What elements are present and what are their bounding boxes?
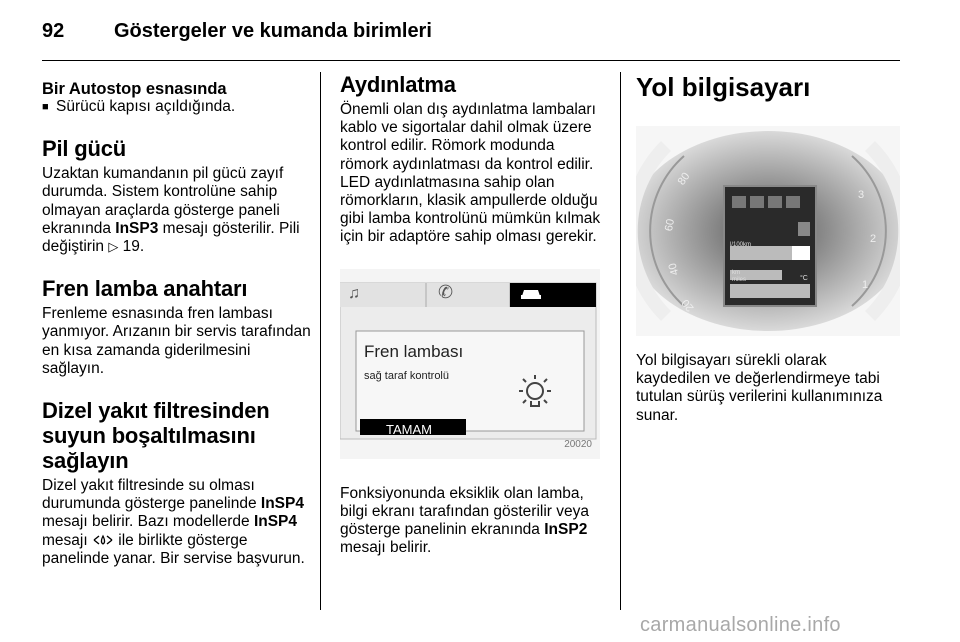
header-rule <box>42 60 900 61</box>
unit-km: km <box>732 270 740 276</box>
dizel-code-2: InSP4 <box>253 513 298 531</box>
instrument-cluster-figure <box>636 126 900 336</box>
unit-miles: miles <box>732 277 747 283</box>
column-2 <box>340 72 602 557</box>
phone-icon[interactable]: ✆ <box>438 281 454 302</box>
caption-text-1: Fonksiyonunda eksiklik olan lamba, bilgi ekranı tarafından gösterilir veya gösterge panelinin ekranında <box>340 484 589 539</box>
yol-bilgisayari-text: Yol bilgisayarı sürekli olarak kaydedilen ve değerlendirmeye tabi tutulan sürüş verilerini kullanımınıza sunar. <box>636 352 883 424</box>
car-icon[interactable] <box>520 286 540 298</box>
figure-subtitle: sağ taraf kontrolü <box>364 369 449 382</box>
watermark: carmanualsonline.info <box>640 614 841 636</box>
dizel-heading-2: suyun boşaltılmasını <box>42 423 256 449</box>
tacho-label-1: 1 <box>862 279 869 291</box>
pil-ref[interactable]: 19. <box>122 238 145 256</box>
page-title: Göstergeler ve kumanda birimleri <box>114 20 432 42</box>
speedo-label-60: 60 <box>663 218 677 233</box>
fren-text: Frenleme esnasında fren lambası yanmıyor. Arızanın bir servis tarafından en kısa zamanda giderilmesini sağlayın. <box>42 305 311 377</box>
music-note-icon[interactable]: ♫ <box>348 284 360 302</box>
aydinlatma-heading: Aydınlatma <box>340 72 456 97</box>
dizel-text-1: Dizel yakıt filtresinde su olması durumunda gösterge panelinde <box>42 477 257 513</box>
unit-celsius: °C <box>800 275 808 282</box>
speedo-label-40: 40 <box>666 261 682 277</box>
autostop-heading: Bir Autostop esnasında <box>42 80 227 98</box>
info-display-figure <box>340 269 600 459</box>
figure-caption <box>340 485 602 558</box>
column-divider-2 <box>620 72 621 610</box>
column-3 <box>636 72 900 425</box>
caption-code: InSP2 <box>544 521 588 539</box>
column-1 <box>42 72 312 568</box>
figure-number: 20020 <box>564 439 592 451</box>
aydinlatma-text: Önemli olan dış aydınlatma lambaları kablo ve sigortalar dahil olmak üzere kontrol edilir. Römork modunda römork aydınlatması da kontrol edilir. LED aydınlatmasına sahip olan römorkların, klasik ampullerde olduğu gibi lamba kontrolünü mümkün kılmak için bir adaptöre sahip olması gerekir. <box>340 101 601 246</box>
tacho-label-2: 2 <box>870 233 877 245</box>
autostop-bullet-text: Sürücü kapısı açıldığında. <box>56 98 236 115</box>
tamam-button[interactable]: TAMAM <box>386 421 432 437</box>
pil-text-2: mesajı gösterilir. Pili değiştirin <box>42 219 300 256</box>
pil-paragraph <box>42 165 312 256</box>
dizel-heading-3: sağlayın <box>42 448 129 474</box>
speedo-label-80: 80 <box>675 170 693 188</box>
dizel-text-4: ile birlikte gösterge panelinde yanar. Bir servise başvurun. <box>42 531 305 567</box>
info-display-screen <box>340 269 600 459</box>
dizel-code-1: InSP4 <box>260 495 304 513</box>
autostop-bullet <box>42 98 312 116</box>
dizel-paragraph <box>42 477 312 568</box>
column-divider-1 <box>320 72 321 610</box>
pil-code: InSP3 <box>115 219 159 237</box>
caption-text-2: mesajı belirir. <box>340 539 432 557</box>
pil-text-1: Uzaktan kumandanın pil gücü zayıf durumda. Sistem kontrolüne sahip olmayan araçlarda gösterge paneli ekranında <box>42 165 284 237</box>
page-number: 92 <box>42 20 65 42</box>
water-in-fuel-icon <box>92 534 114 546</box>
figure-title: Fren lambası <box>364 341 464 361</box>
yol-bilgisayari-heading: Yol bilgisayarı <box>636 72 811 102</box>
bullet-square-icon: ■ <box>42 101 49 113</box>
page-header <box>42 14 902 48</box>
fren-heading: Fren lamba anahtarı <box>42 276 248 302</box>
tacho-label-3: 3 <box>858 189 865 201</box>
dizel-text-2: mesajı belirir. Bazı modellerde <box>42 513 250 531</box>
dizel-text-3: mesajı <box>42 531 88 549</box>
speedo-label-20: 20 <box>679 296 697 314</box>
pil-heading: Pil gücü <box>42 136 126 162</box>
dizel-heading-1: Dizel yakıt filtresinden <box>42 398 270 424</box>
unit-l100km: l/100km <box>730 242 752 248</box>
page-ref-arrow-icon: ▷ <box>108 239 119 255</box>
